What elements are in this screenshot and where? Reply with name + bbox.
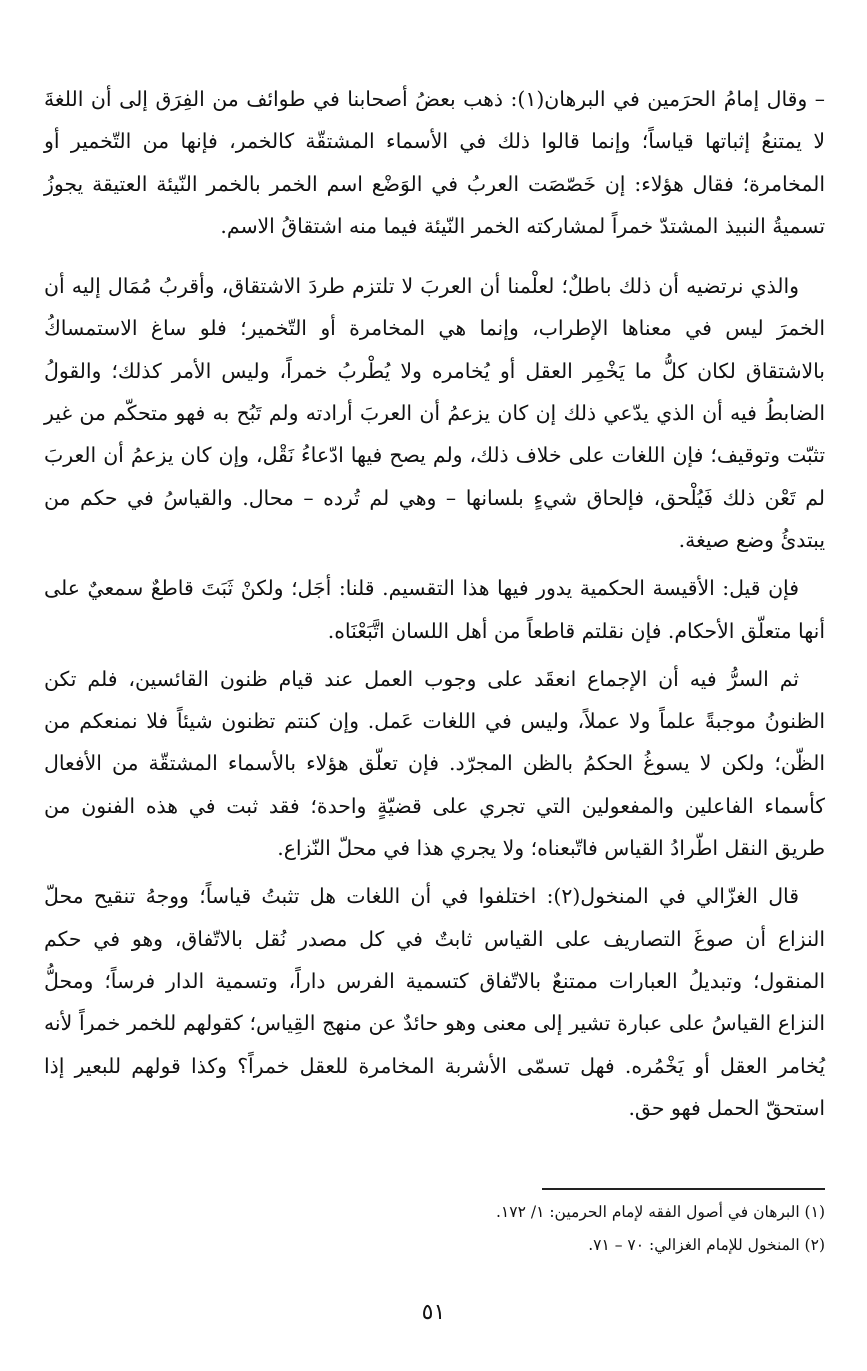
paragraph-2: والذي نرتضيه أن ذلك باطلٌ؛ لعلْمنا أن العربَ لا تلتزم طردَ الاشتقاق، وأقربُ مُمَال إليه أن الخمرَ ليس في معناها الإطراب، وإنما هي المخامرة أو التّخمير؛ فلو ساغ الاستمساكُ بالاشتقاق لكان كلُّ ما يَخْمِر العقل أو يُخامره ولا يُطْربُ خمراً، وليس الأمر كذلك؛ والقولُ الضابطُ فيه أن الذي يدّعي ذلك إن كان يزعمُ أن العربَ أرادته ولم تَبُح به فهو متحكّم من غير تثبّت وتوقيف؛ فإن اللغات على خلاف ذلك، ولم يصح فيها ادّعاءُ نَقْل، وإن كان يزعمُ أن العربَ لم تَعْن ذلك فَيُلْحق، فإلحاق شيءٍ بلسانها – وهي لم تُرده – محال. والقياسُ في حكم من يبتدئُ وضع صيغة. xyxy=(44,274,825,552)
paragraph-5: قال الغزّالي في المنخول(٢): اختلفوا في أن اللغات هل تثبتُ قياساً؛ ووجهُ تنقيح محلّ النزاع أن صوغَ التصاريف على القياس ثابتٌ في كل مصدر نُقل بالاتّفاق، وهو في حكم المنقول؛ وتبديلُ العبارات ممتنعٌ بالاتّفاق كتسمية الفرس داراً، وتسمية الدار فرساً؛ ومحلُّ النزاع القياسُ على عبارة تشير إلى معنى وهو حائدٌ عن منهج القِياس؛ كقولهم للخمر خمراً لأنه يُخامر العقل أو يَخْمُره. فهل تسمّى الأشربة المخامرة للعقل خمراً؟ وكذا قولهم للبعير إذا استحقّ الحمل فهو حق. xyxy=(44,884,825,1120)
footnote-divider xyxy=(542,1188,825,1190)
page-number: ٥١ xyxy=(421,1300,446,1325)
footnote-2: (٢) المنخول للإمام الغزالي: ٧٠ – ٧١. xyxy=(588,1236,825,1254)
footnote-1: (١) البرهان في أصول الفقه لإمام الحرمين: ١/ ١٧٢. xyxy=(495,1203,825,1221)
footnotes xyxy=(44,1196,825,1262)
paragraph-1: – وقال إمامُ الحرَمين في البرهان(١): ذهب بعضُ أصحابنا في طوائف من الفِرَق إلى أن اللغةَ لا يمتنعُ إثباتها قياساً؛ وإنما قالوا ذلك في الأسماء المشتقّة كالخمر، فإنها من التّخمير أو المخامرة؛ فقال هؤلاء: إن خَصّصَت العربُ في الوَضْع اسم الخمر بالخمر النّيئة العتيقة يجوزُ تسميةُ النبيذ المشتدّ خمراً لمشاركته الخمر النّيئة فيما منه اشتقاقُ الاسم. xyxy=(44,87,825,238)
main-text xyxy=(44,78,825,1129)
paragraph-3: فإن قيل: الأقيسة الحكمية يدور فيها هذا التقسيم. قلنا: أجَل؛ ولكنْ ثَبَتَ قاطعٌ سمعيٌ على أنها متعلّق الأحكام. فإن نقلتم قاطعاً من أهل اللسان اتَّبَعْنَاه. xyxy=(44,576,825,643)
paragraph-4: ثم السرُّ فيه أن الإجماع انعقَد على وجوب العمل عند قيام ظنون القائسين، فلم تكن الظنونُ موجبةً علماً ولا عملاً، وليس في اللغات عَمل. وإن كنتم تظنون شيئاً فلا نمنعكم من الظّن؛ ولكن لا يسوغُ الحكمُ بالظن المجرّد. فإن تعلّق هؤلاء بالأسماء المشتقّة من الأفعال كأسماء الفاعلين والمفعولين التي تجري على قضيّةٍ واحدة؛ فقد ثبت في هذه الفنون من طريق النقل اطّرادُ القياس فاتّبعناه؛ ولا يجري هذا في محلّ النّزاع. xyxy=(44,666,825,861)
